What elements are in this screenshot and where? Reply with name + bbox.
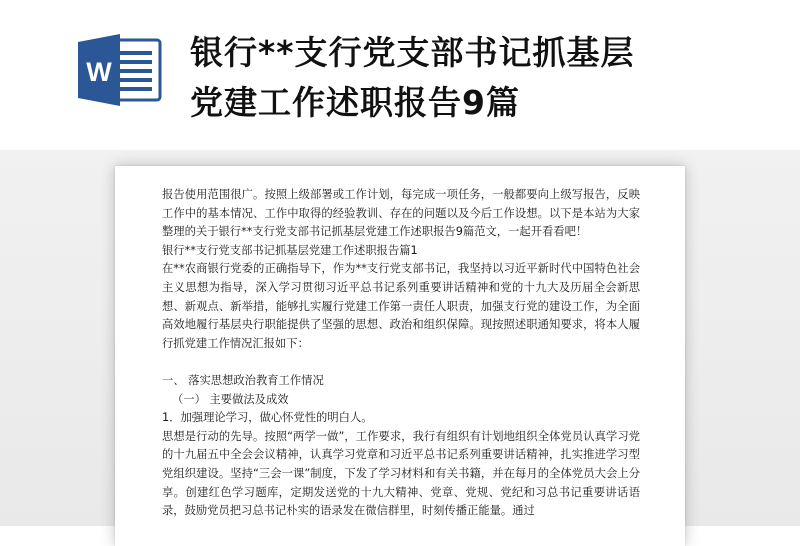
word-icon-letter: W [86,57,112,87]
list-item-1: 1．加强理论学习，做心怀党性的明白人。 [162,411,373,425]
intro-paragraph: 报告使用范围很广。按照上级部署或工作计划，每完成一项任务，一般都要向上级写报告，反映工作中的基本情况、工作中取得的经验教训、存在的问题以及今后工作设想。以下是本站为大家整理的关于银行**支行党支部书记抓基层党建工作述职报告9篇范文，一起开看看吧！ [162,188,640,239]
heading-level-2: （一） 主要做法及成效 [172,392,289,406]
title-line-1: 银行**支行党支部书记抓基层 [190,33,635,72]
title-line-2: 党建工作述职报告9篇 [190,83,520,122]
section-title: 银行**支行党支部书记抓基层党建工作述职报告篇1 [162,243,418,257]
page-title [190,28,780,128]
heading-level-1: 一、 落实思想政治教育工作情况 [162,373,324,387]
body-paragraph-1: 在**农商银行党委的正确指导下，作为**支行党支部书记，我坚持以习近平新时代中国特色社会主义思想为指导，深入学习贯彻习近平总书记系列重要讲话精神和党的十九大及历届全会新思想、新观点、新举措，能够扎实履行党建工作第一责任人职责，加强支行党的建设工作，为全面高效地履行基层央行职能提供了坚强的思想、政治和组织保障。现按照述职通知要求，将本人履行抓党建工作情况汇报如下： [162,262,640,350]
paragraph-gap [162,353,640,372]
document-page [115,166,685,546]
word-document-icon [76,34,162,106]
header [0,0,800,150]
document-content [162,186,640,521]
body-paragraph-2: 思想是行动的先导。按照“两学一做”，工作要求，我行有组织有计划地组织全体党员认真学习党的十九届五中全会会议精神，认真学习党章和习近平总书记系列重要讲话精神，扎实推进学习型党组织建设。坚持“三会一课”制度，下发了学习材料和有关书籍，并在每月的全体党员大会上分享。创建红色学习题库，定期发送党的十九大精神、党章、党规、党纪和习总书记重要讲话语录，鼓励党员把习总书记朴实的语录发在微信群里，时刻传播正能量。通过 [162,429,640,518]
